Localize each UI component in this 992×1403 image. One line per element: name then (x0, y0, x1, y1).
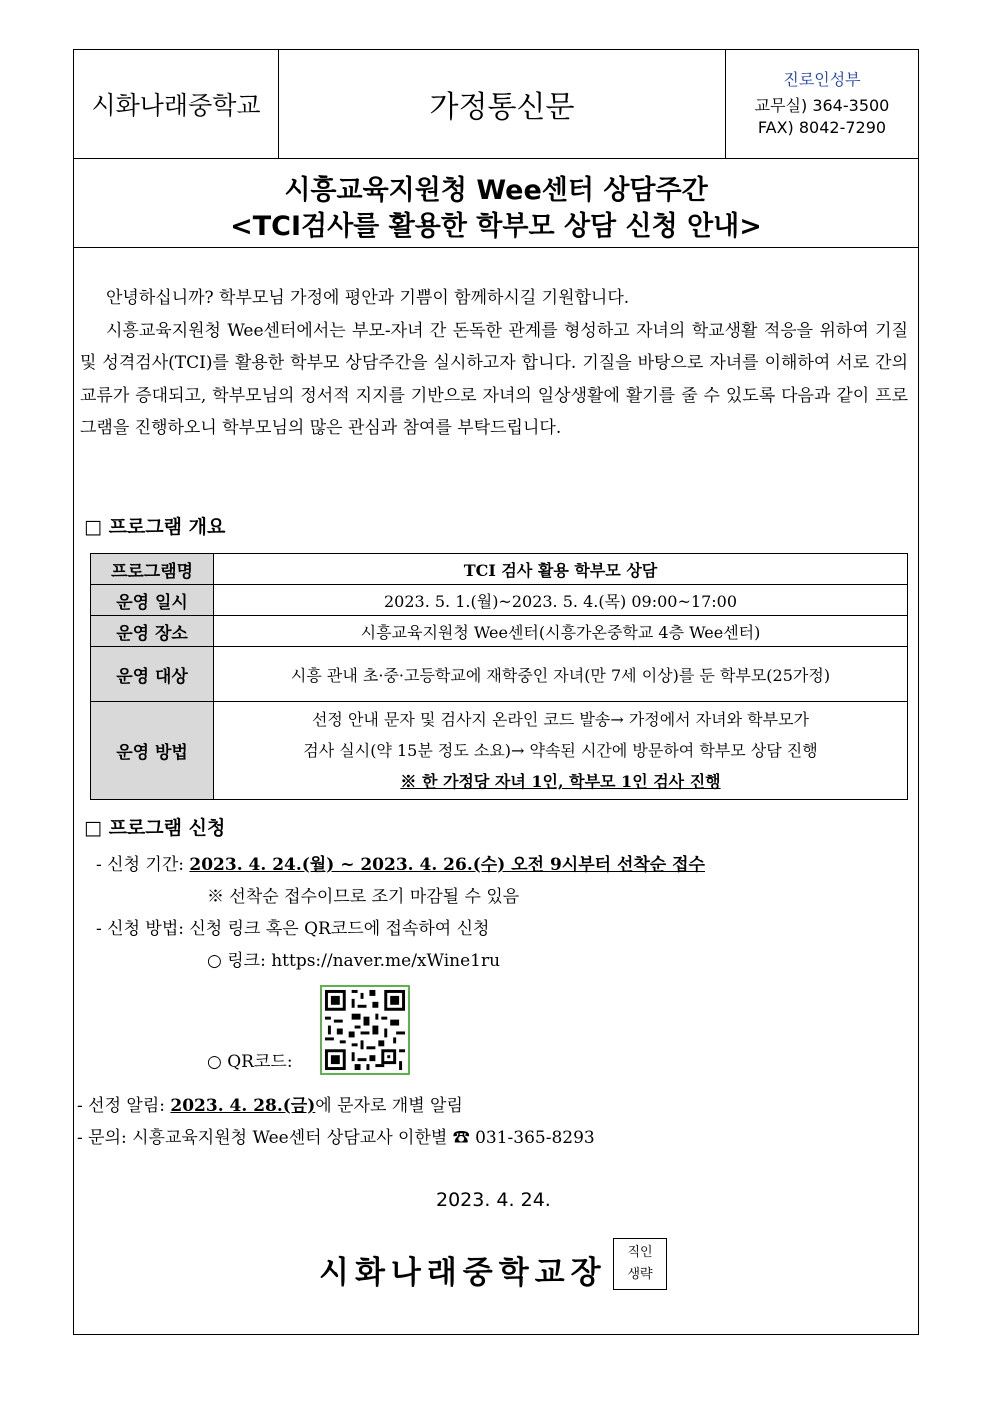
apply-period-note: ※ 선착순 접수이므로 조기 마감될 수 있음 (207, 887, 520, 907)
table-row (91, 647, 908, 702)
department: 진로인성부 (783, 70, 861, 89)
row-label: 운영 방법 (91, 702, 214, 800)
row-value: TCI 검사 활용 학부모 상담 (214, 554, 908, 585)
fax-number: FAX) 8042-7290 (757, 118, 887, 137)
row-label: 운영 장소 (91, 616, 214, 647)
apply-period (96, 850, 705, 875)
row-value: 시흥 관내 초·중·고등학교에 재학중인 자녀(만 7세 이상)를 둔 학부모(25가정) (214, 647, 908, 702)
selection-rest: 에 문자로 개별 알림 (315, 1096, 463, 1116)
method-line-2: 검사 실시(약 15분 정도 소요)→ 약속된 시간에 방문하여 학부모 상담 진행 (303, 741, 818, 760)
document-type: 가정통신문 (279, 50, 726, 158)
school-name: 시화나래중학교 (74, 50, 279, 158)
title-box (74, 159, 918, 248)
qr-code-image[interactable] (320, 985, 410, 1075)
official-seal-box (613, 1238, 667, 1290)
office-phone: 교무실) 364-3500 (754, 96, 890, 115)
header (74, 50, 918, 159)
qr-label: ○ QR코드: (207, 1052, 293, 1072)
selection-date: 2023. 4. 28.(금) (170, 1096, 316, 1116)
overview-heading: □ 프로그램 개요 (84, 516, 226, 538)
contact-info: - 문의: 시흥교육지원청 Wee센터 상담교사 이한별 ☎ 031-365-8293 (77, 1128, 595, 1148)
apply-period-value: 2023. 4. 24.(월) ~ 2023. 4. 26.(수) 오전 9시부터 선착순 접수 (189, 855, 705, 875)
intro-text (80, 282, 908, 445)
intro-paragraph: 시흥교육지원청 Wee센터에서는 부모-자녀 간 돈독한 관계를 형성하고 자녀의 학교생활 적응을 위하여 기질 및 성격검사(TCI)를 활용한 학부모 상담주간을 실시하고자 합니다. 기질을 바탕으로 자녀를 이해하여 서로 간의 교류가 증대되고, 학부모님의 정서적 지지를 기반으로 자녀의 일상생활에 활기를 줄 수 있도록 다음과 같이 프로그램을 진행하오니 학부모님의 많은 관심과 참여를 부탁드립니다. (80, 320, 908, 438)
row-label: 운영 대상 (91, 647, 214, 702)
method-value (214, 702, 908, 800)
selection-notice (77, 1091, 463, 1116)
row-value: 시흥교육지원청 Wee센터(시흥가온중학교 4층 Wee센터) (214, 616, 908, 647)
document-frame (73, 49, 919, 1335)
greeting-paragraph: 안녕하십니까? 학부모님 가정에 평안과 기쁨이 함께하시길 기원합니다. (106, 288, 630, 308)
seal-line-1: 직인 (627, 1245, 653, 1260)
table-row (91, 554, 908, 585)
overview-table (90, 553, 908, 800)
row-label: 운영 일시 (91, 585, 214, 616)
table-row (91, 702, 908, 800)
seal-line-2: 생략 (627, 1267, 653, 1282)
contact-box (726, 50, 918, 158)
method-note: ※ 한 가정당 자녀 1인, 학부모 1인 검사 진행 (400, 772, 721, 791)
issue-date: 2023. 4. 24. (436, 1189, 551, 1211)
qr-code-icon (322, 987, 408, 1073)
row-label: 프로그램명 (91, 554, 214, 585)
apply-period-label: - 신청 기간: (96, 855, 190, 875)
table-row (91, 585, 908, 616)
principal-signature: 시화나래중학교장 (319, 1255, 607, 1291)
apply-heading: □ 프로그램 신청 (84, 817, 226, 839)
apply-method: - 신청 방법: 신청 링크 혹은 QR코드에 접속하여 신청 (96, 919, 490, 939)
method-line-1: 선정 안내 문자 및 검사지 온라인 코드 발송→ 가정에서 자녀와 학부모가 (311, 710, 810, 729)
title-line-2: <TCI검사를 활용한 학부모 상담 신청 안내> (230, 211, 762, 242)
table-row (91, 616, 908, 647)
selection-label: - 선정 알림: (77, 1096, 171, 1116)
title-line-1: 시흥교육지원청 Wee센터 상담주간 (284, 175, 708, 206)
row-value: 2023. 5. 1.(월)~2023. 5. 4.(목) 09:00~17:00 (214, 585, 908, 616)
apply-link[interactable]: ○ 링크: https://naver.me/xWine1ru (207, 951, 501, 971)
